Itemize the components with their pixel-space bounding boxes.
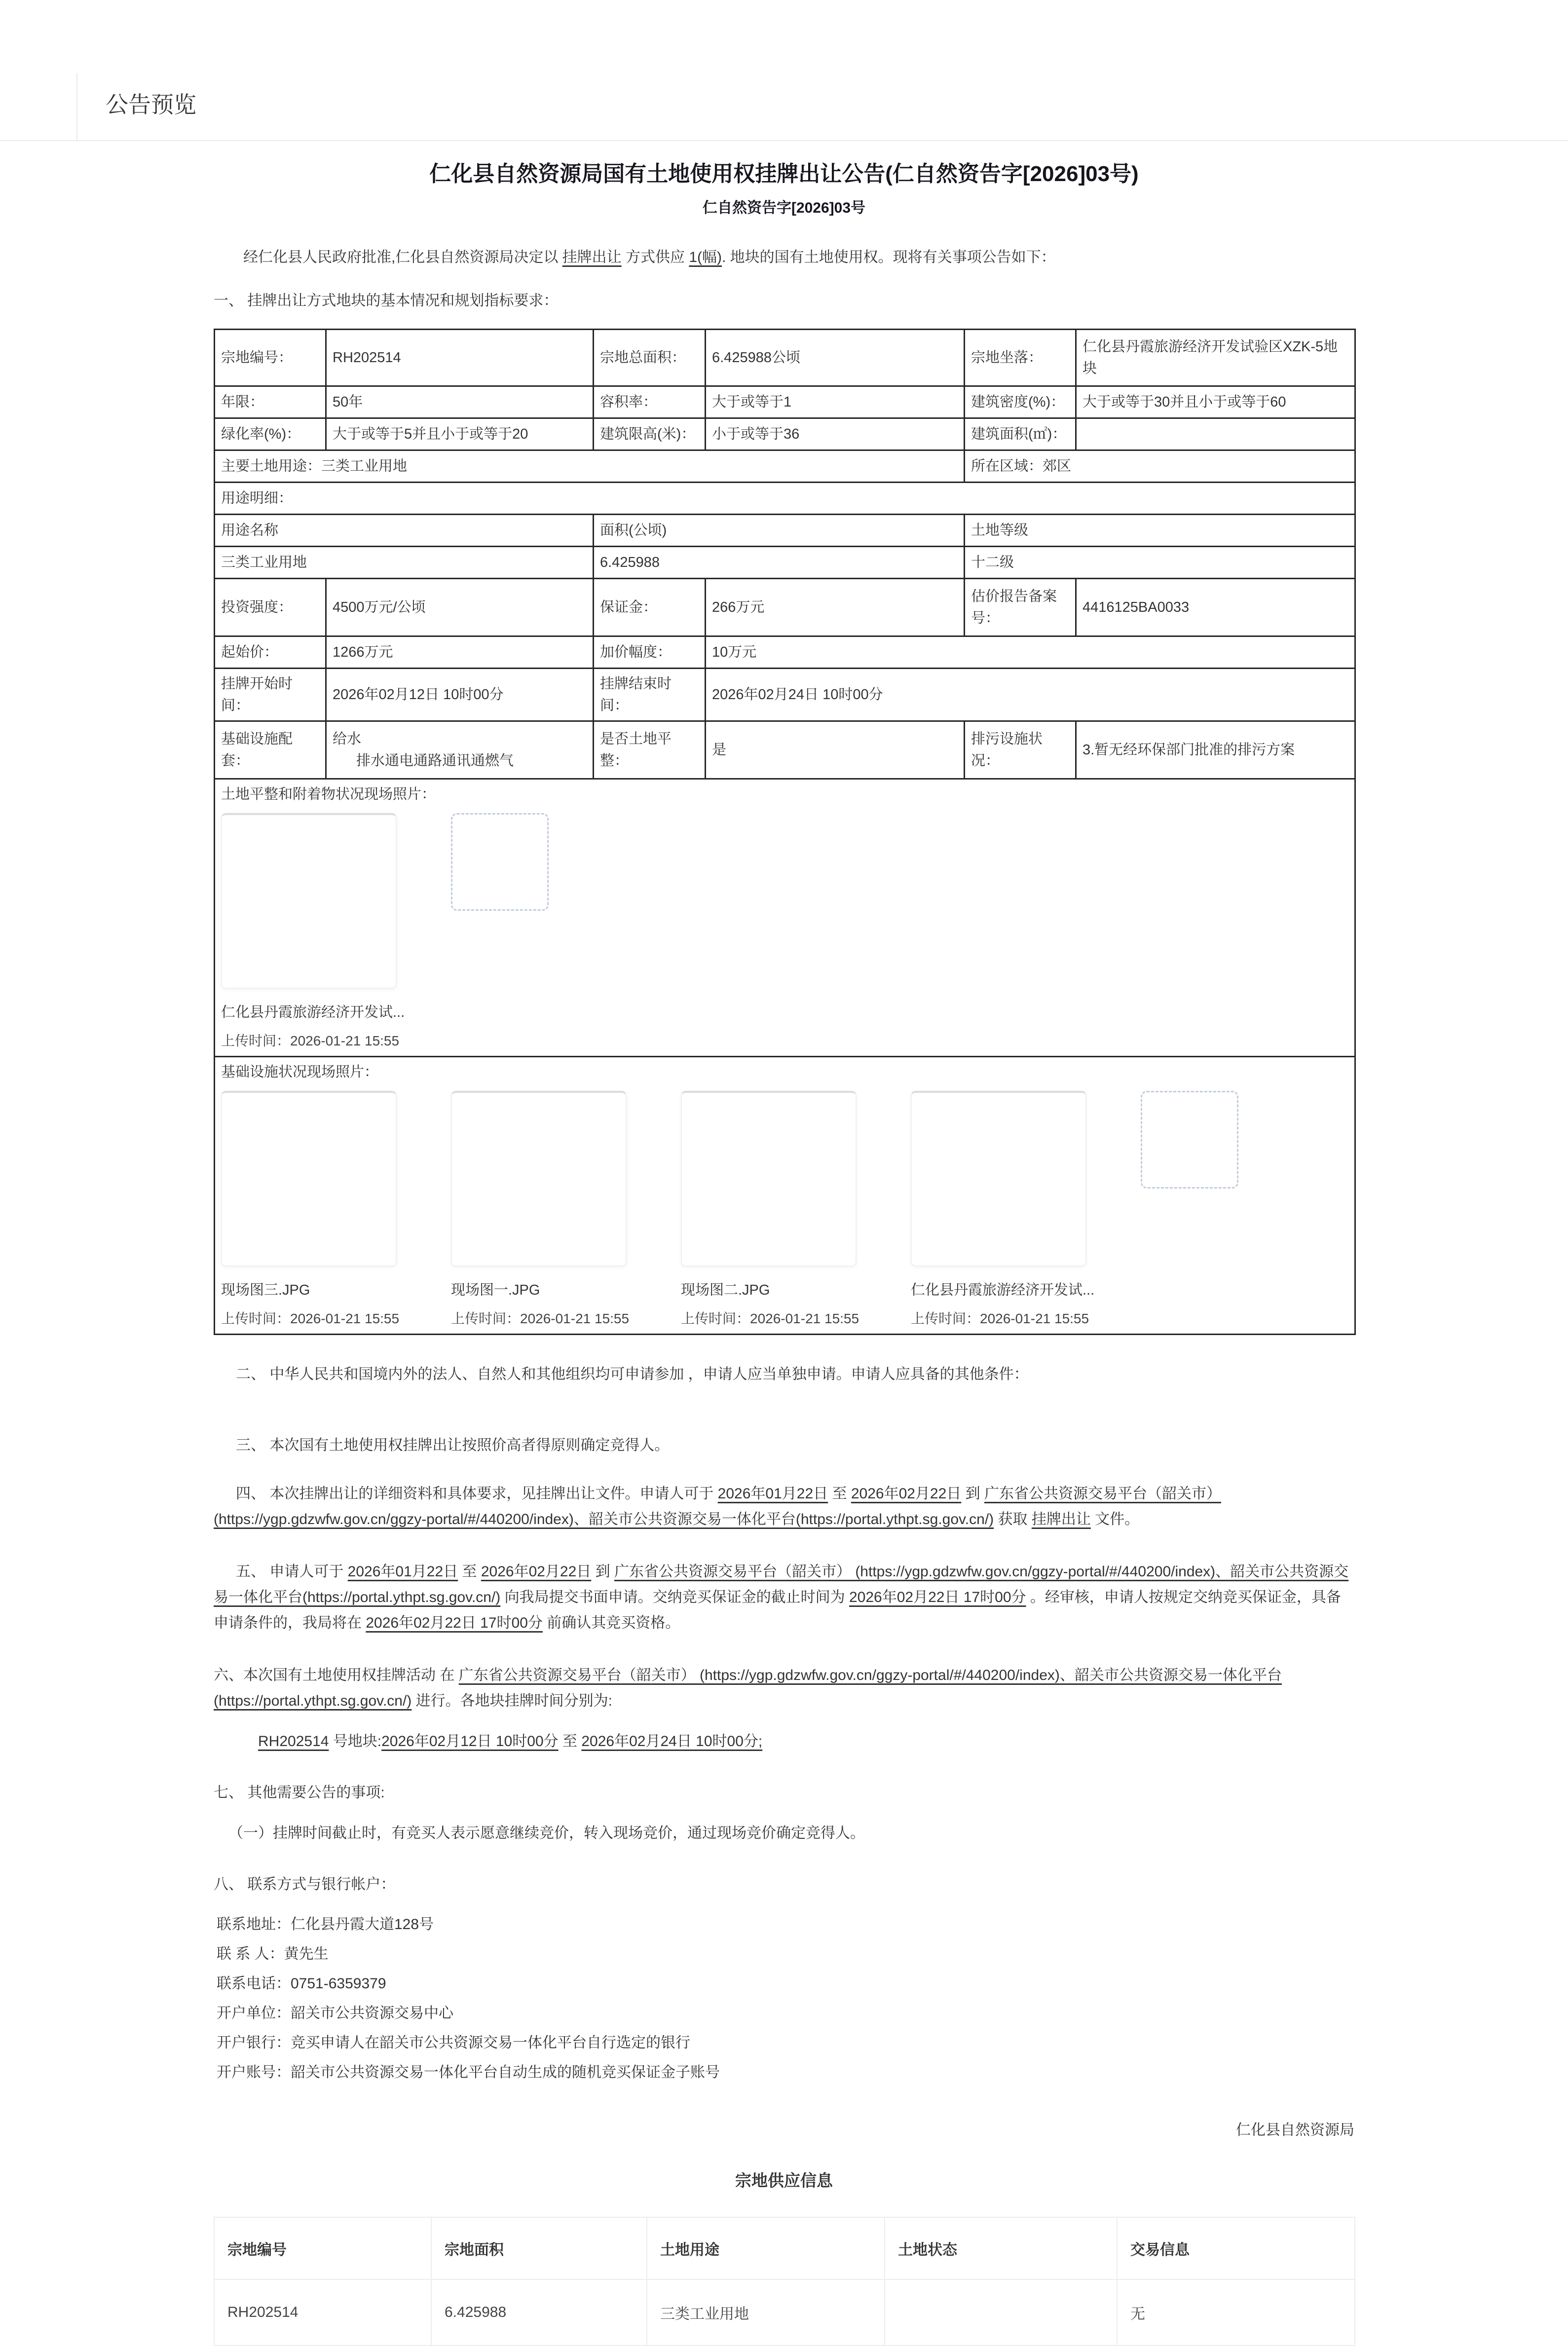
table-row bbox=[215, 1057, 1355, 1335]
supply-trade-info: 无 bbox=[1117, 2279, 1355, 2346]
sewage-label: 排污设施状况： bbox=[965, 721, 1076, 779]
listing-start-label: 挂牌开始时间： bbox=[215, 669, 326, 721]
photo-thumbnail[interactable] bbox=[221, 1091, 397, 1266]
supply-header-land-status: 土地状态 bbox=[885, 2217, 1117, 2279]
section-3-paragraph: 三、 本次国有土地使用权挂牌出让按照价高者得原则确定竞得人。 bbox=[236, 1437, 670, 1453]
text-segment: 五、 申请人可于 bbox=[236, 1564, 348, 1580]
table-row bbox=[215, 721, 1355, 779]
photo-upload-time: 上传时间：2026-01-21 15:55 bbox=[221, 1033, 400, 1048]
table-row bbox=[215, 636, 1355, 669]
underlined-text: 广东省公共资源交易平台（韶关市） (https://ygp.gdzwfw.gov.cn/ggzy-portal/#/440200/index)、韶关市公共资源交易一体化平台(https://portal.ythpt.sg.gov.cn/) bbox=[214, 1564, 1349, 1605]
table-header-row bbox=[214, 2217, 1355, 2279]
plot-ratio-label: 容积率： bbox=[594, 386, 706, 418]
page-title: 公告预览 bbox=[106, 92, 196, 117]
appraisal-no-value: 4416125BA0033 bbox=[1076, 579, 1355, 636]
investment-intensity-value: 4500万元/公顷 bbox=[326, 579, 594, 636]
underlined-text: 挂牌出让 bbox=[562, 249, 622, 265]
total-area-label: 宗地总面积： bbox=[594, 330, 706, 386]
infrastructure-value bbox=[326, 721, 594, 779]
contact-person: 联 系 人：黄先生 bbox=[217, 1946, 329, 1962]
use-name-header: 用途名称 bbox=[215, 515, 594, 547]
text-segment: 。经审核，申请人按规定交纳竞买保证金，具备申请条件的，我局将在 bbox=[214, 1589, 1341, 1631]
text-segment: 到 bbox=[591, 1564, 614, 1580]
supply-info-table bbox=[214, 2217, 1355, 2346]
supply-parcel-no: RH202514 bbox=[214, 2279, 431, 2346]
underlined-text: 2026年02月12日 10时00分 bbox=[381, 1733, 559, 1750]
infrastructure-photos-label: 基础设施状况现场照片： bbox=[221, 1064, 379, 1080]
photo-thumbnail[interactable] bbox=[681, 1091, 857, 1266]
parcel-no-label: 宗地编号： bbox=[215, 330, 326, 386]
infrastructure-photos-row bbox=[221, 1091, 1348, 1330]
photo-filename: 仁化县丹霞旅游经济开发试... bbox=[221, 1005, 405, 1020]
investment-intensity-label: 投资强度： bbox=[215, 579, 326, 636]
greening-rate-value: 大于或等于5并且小于或等于20 bbox=[326, 418, 594, 450]
deposit-label: 保证金： bbox=[594, 579, 706, 636]
greening-rate-label: 绿化率(%)： bbox=[215, 418, 326, 450]
table-row bbox=[215, 330, 1355, 386]
table-row bbox=[214, 2279, 1355, 2346]
section-1-heading: 一、 挂牌出让方式地块的基本情况和规划指标要求： bbox=[214, 293, 559, 309]
supply-header-area: 宗地面积 bbox=[431, 2217, 647, 2279]
increment-label: 加价幅度： bbox=[594, 636, 706, 669]
appraisal-no-label: 估价报告备案号： bbox=[965, 579, 1076, 636]
text-segment: 到 bbox=[961, 1486, 984, 1502]
photo-item bbox=[221, 813, 405, 1052]
use-area-header: 面积(公顷) bbox=[594, 515, 965, 547]
table-row bbox=[215, 450, 1355, 483]
supply-area: 6.425988 bbox=[431, 2279, 647, 2346]
main-land-use-label: 主要土地用途： bbox=[221, 458, 322, 474]
infrastructure-label: 基础设施配套： bbox=[215, 721, 326, 779]
photo-item bbox=[681, 1091, 857, 1330]
district-label: 所在区域： bbox=[971, 458, 1043, 474]
section-8-heading: 八、 联系方式与银行帐户： bbox=[214, 1876, 396, 1893]
start-price-label: 起始价： bbox=[215, 636, 326, 669]
listing-end-value: 2026年02月24日 10时00分 bbox=[706, 669, 1355, 721]
use-area-value: 6.425988 bbox=[594, 547, 965, 579]
photo-item bbox=[221, 1091, 400, 1330]
contact-bank: 开户银行：竞买申请人在韶关市公共资源交易一体化平台自行选定的银行 bbox=[217, 2035, 690, 2051]
underlined-text: 2026年01月22日 bbox=[717, 1486, 828, 1502]
underlined-text: 2026年02月24日 10时00分; bbox=[581, 1733, 763, 1750]
panel-left-edge bbox=[76, 73, 77, 140]
table-row bbox=[215, 386, 1355, 418]
use-name-value: 三类工业用地 bbox=[215, 547, 594, 579]
text-segment: 进行。各地块挂牌时间分别为: bbox=[411, 1693, 612, 1709]
listing-end-label: 挂牌结束时间： bbox=[594, 669, 706, 721]
underlined-text: 广东省公共资源交易平台（韶关市） (https://ygp.gdzwfw.gov.cn/ggzy-portal/#/440200/index)、韶关市公共资源交易一体化平台(https://portal.ythpt.sg.gov.cn/) bbox=[214, 1667, 1282, 1709]
underlined-text: 2026年02月22日 17时00分 bbox=[366, 1615, 543, 1631]
intro-paragraph bbox=[214, 245, 1354, 270]
text-segment: 经仁化县人民政府批准,仁化县自然资源局决定以 bbox=[243, 249, 562, 265]
photo-upload-time: 上传时间：2026-01-21 15:55 bbox=[221, 1311, 400, 1326]
land-leveled-label: 是否土地平整： bbox=[594, 721, 706, 779]
text-segment: 获取 bbox=[994, 1511, 1032, 1527]
start-price-value: 1266万元 bbox=[326, 636, 594, 669]
land-leveled-value: 是 bbox=[706, 721, 965, 779]
underlined-text: 广东省公共资源交易平台（韶关市） (https://ygp.gdzwfw.gov.cn/ggzy-portal/#/440200/index)、韶关市公共资源交易一体化平台(https://portal.ythpt.sg.gov.cn/) bbox=[214, 1486, 1221, 1527]
photo-thumbnail[interactable] bbox=[221, 813, 397, 989]
table-row bbox=[215, 579, 1355, 636]
land-grade-value: 十二级 bbox=[965, 547, 1355, 579]
text-segment: 前确认其竞买资格。 bbox=[542, 1615, 680, 1631]
deposit-value: 266万元 bbox=[706, 579, 965, 636]
top-header-bar bbox=[0, 0, 1568, 141]
infrastructure-line1: 给水 bbox=[333, 731, 362, 747]
infrastructure-line2: 排水通电通路通讯通燃气 bbox=[356, 753, 514, 769]
land-photos-section bbox=[215, 779, 1355, 1057]
photo-thumbnail[interactable] bbox=[451, 1091, 627, 1266]
text-segment: 四、 本次挂牌出让的详细资料和具体要求，见挂牌出让文件。申请人可于 bbox=[236, 1486, 718, 1502]
text-segment: 方式供应 bbox=[621, 249, 689, 265]
underlined-text: 2026年02月22日 17时00分 bbox=[849, 1589, 1026, 1605]
use-detail-label: 用途明细： bbox=[215, 483, 1355, 515]
land-photos-label: 土地平整和附着物状况现场照片： bbox=[221, 786, 436, 802]
section-6-paragraph bbox=[214, 1663, 1354, 1714]
parcel-detail-table bbox=[214, 329, 1356, 1335]
supply-header-parcel-no: 宗地编号 bbox=[214, 2217, 431, 2279]
upload-dropzone[interactable] bbox=[451, 813, 549, 911]
term-value: 50年 bbox=[326, 386, 594, 418]
building-area-value bbox=[1076, 418, 1355, 450]
table-row bbox=[215, 779, 1355, 1057]
photo-upload-time: 上传时间：2026-01-21 15:55 bbox=[681, 1311, 859, 1326]
underlined-text: 挂牌出让 bbox=[1031, 1511, 1091, 1527]
table-row bbox=[215, 483, 1355, 515]
table-row bbox=[215, 418, 1355, 450]
land-photos-row bbox=[221, 813, 1348, 1052]
supply-header-trade-info: 交易信息 bbox=[1117, 2217, 1355, 2279]
text-segment: 向我局提交书面申请。交纳竞买保证金的截止时间为 bbox=[500, 1589, 849, 1605]
underlined-text: 2026年02月22日 bbox=[851, 1486, 962, 1502]
text-segment: . 地块的国有土地使用权。现将有关事项公告如下： bbox=[722, 249, 1056, 265]
photo-filename: 现场图一.JPG bbox=[451, 1282, 540, 1298]
upload-dropzone[interactable] bbox=[1141, 1091, 1238, 1189]
text-segment: 号地块: bbox=[329, 1733, 382, 1750]
district-cell bbox=[965, 450, 1355, 483]
text-segment: 文件。 bbox=[1090, 1511, 1140, 1527]
contact-account-unit: 开户单位：韶关市公共资源交易中心 bbox=[217, 2005, 453, 2021]
height-limit-label: 建筑限高(米)： bbox=[594, 418, 706, 450]
building-density-label: 建筑密度(%)： bbox=[965, 386, 1076, 418]
underlined-text: 2026年02月22日 bbox=[481, 1564, 592, 1580]
announcement-title: 仁化县自然资源局国有土地使用权挂牌出让公告(仁自然资告字[2026]03号) bbox=[429, 162, 1139, 186]
underlined-text: 1(幅) bbox=[689, 249, 722, 265]
section-6-parcel-schedule bbox=[214, 1729, 1354, 1754]
announcement-doc-number: 仁自然资告字[2026]03号 bbox=[702, 200, 866, 216]
contact-phone: 联系电话：0751-6359379 bbox=[217, 1975, 386, 1992]
location-label: 宗地坐落： bbox=[965, 330, 1076, 386]
photo-item bbox=[911, 1091, 1095, 1330]
issuer-signature: 仁化县自然资源局 bbox=[1236, 2122, 1354, 2138]
photo-thumbnail[interactable] bbox=[911, 1091, 1086, 1266]
supply-land-status bbox=[885, 2279, 1117, 2346]
building-density-value: 大于或等于30并且小于或等于60 bbox=[1076, 386, 1355, 418]
plot-ratio-value: 大于或等于1 bbox=[706, 386, 965, 418]
supply-land-use: 三类工业用地 bbox=[647, 2279, 885, 2346]
section-7-heading: 七、 其他需要公告的事项: bbox=[214, 1785, 385, 1801]
text-segment: 至 bbox=[828, 1486, 851, 1502]
location-value: 仁化县丹霞旅游经济开发试验区XZK-5地块 bbox=[1076, 330, 1355, 386]
total-area-value: 6.425988公顷 bbox=[706, 330, 965, 386]
section-7-item-1: （一）挂牌时间截止时，有竞买人表示愿意继续竞价，转入现场竞价，通过现场竞价确定竞得人。 bbox=[228, 1825, 865, 1841]
section-4-paragraph bbox=[214, 1481, 1354, 1532]
main-land-use-cell bbox=[215, 450, 965, 483]
listing-start-value: 2026年02月12日 10时00分 bbox=[326, 669, 594, 721]
table-row bbox=[215, 547, 1355, 579]
main-land-use-value: 三类工业用地 bbox=[321, 458, 408, 474]
photo-upload-time: 上传时间：2026-01-21 15:55 bbox=[451, 1311, 630, 1326]
infrastructure-photos-section bbox=[215, 1057, 1355, 1335]
photo-item bbox=[451, 1091, 630, 1330]
parcel-no-value: RH202514 bbox=[326, 330, 594, 386]
photo-filename: 现场图三.JPG bbox=[221, 1282, 310, 1298]
supply-header-land-use: 土地用途 bbox=[647, 2217, 885, 2279]
section-5-paragraph bbox=[214, 1559, 1354, 1636]
text-segment: 至 bbox=[558, 1733, 582, 1750]
contact-address: 联系地址：仁化县丹霞大道128号 bbox=[217, 1916, 434, 1933]
land-grade-header: 土地等级 bbox=[965, 515, 1355, 547]
increment-value: 10万元 bbox=[706, 636, 1355, 669]
table-row bbox=[215, 669, 1355, 721]
contact-account: 开户账号：韶关市公共资源交易一体化平台自动生成的随机竞买保证金子账号 bbox=[217, 2064, 720, 2081]
section-2-paragraph: 二、 中华人民共和国境内外的法人、自然人和其他组织均可申请参加 ，申请人应当单独申请。申请人应具备的其他条件： bbox=[236, 1366, 1029, 1382]
announcement-document bbox=[214, 141, 1354, 2346]
height-limit-value: 小于或等于36 bbox=[706, 418, 965, 450]
photo-upload-time: 上传时间：2026-01-21 15:55 bbox=[911, 1311, 1089, 1326]
photo-filename: 现场图二.JPG bbox=[681, 1282, 770, 1298]
photo-filename: 仁化县丹霞旅游经济开发试... bbox=[911, 1282, 1095, 1298]
table-row bbox=[215, 515, 1355, 547]
underlined-text: 2026年01月22日 bbox=[347, 1564, 458, 1580]
text-segment: 六、本次国有土地使用权挂牌活动 在 bbox=[214, 1667, 459, 1683]
term-label: 年限： bbox=[215, 386, 326, 418]
supply-info-title: 宗地供应信息 bbox=[735, 2171, 833, 2190]
building-area-label: 建筑面积(㎡)： bbox=[965, 418, 1076, 450]
text-segment: 至 bbox=[458, 1564, 481, 1580]
sewage-value: 3.暂无经环保部门批准的排污方案 bbox=[1076, 721, 1355, 779]
district-value: 郊区 bbox=[1043, 458, 1072, 474]
underlined-text: RH202514 bbox=[258, 1733, 329, 1750]
